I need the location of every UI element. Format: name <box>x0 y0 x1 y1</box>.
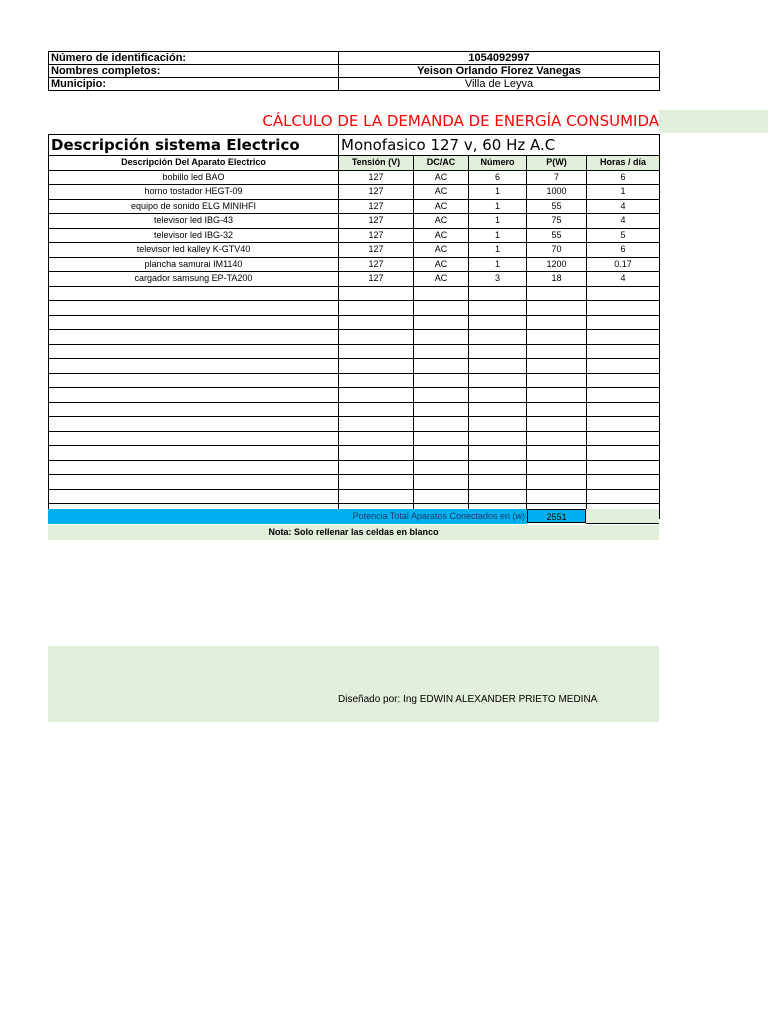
cell-power[interactable]: 75 <box>527 214 587 229</box>
cell-hours[interactable]: 4 <box>587 199 660 214</box>
empty-cell-hours[interactable] <box>587 475 660 490</box>
empty-cell-dcac[interactable] <box>414 460 469 475</box>
empty-cell-number[interactable] <box>469 373 527 388</box>
cell-power[interactable]: 18 <box>527 272 587 287</box>
empty-cell-power[interactable] <box>527 489 587 504</box>
empty-cell-dcac[interactable] <box>414 475 469 490</box>
table-row <box>49 170 660 185</box>
empty-row <box>49 315 660 330</box>
table-row <box>49 185 660 200</box>
info-row-name <box>49 65 660 78</box>
empty-cell-power[interactable] <box>527 417 587 432</box>
empty-cell-power[interactable] <box>527 446 587 461</box>
table-row <box>49 228 660 243</box>
cell-number[interactable]: 3 <box>469 272 527 287</box>
empty-cell-number[interactable] <box>469 388 527 403</box>
empty-cell-description[interactable] <box>49 446 339 461</box>
cell-power[interactable]: 55 <box>527 199 587 214</box>
table-row <box>49 257 660 272</box>
empty-row <box>49 489 660 504</box>
empty-cell-dcac[interactable] <box>414 315 469 330</box>
table-row <box>49 272 660 287</box>
cell-dcac[interactable]: AC <box>414 214 469 229</box>
cell-voltage[interactable]: 127 <box>339 243 414 258</box>
empty-row <box>49 446 660 461</box>
empty-cell-description[interactable] <box>49 301 339 316</box>
empty-row <box>49 475 660 490</box>
appliance-table <box>48 134 660 519</box>
empty-cell-hours[interactable] <box>587 344 660 359</box>
cell-voltage[interactable]: 127 <box>339 272 414 287</box>
empty-cell-number[interactable] <box>469 417 527 432</box>
empty-row <box>49 344 660 359</box>
cell-dcac[interactable]: AC <box>414 243 469 258</box>
total-value: 2551 <box>527 509 586 523</box>
empty-cell-hours[interactable] <box>587 417 660 432</box>
empty-cell-dcac[interactable] <box>414 359 469 374</box>
empty-cell-description[interactable] <box>49 330 339 345</box>
cell-number[interactable]: 1 <box>469 199 527 214</box>
header-voltage: Tensión (V) <box>339 156 414 171</box>
empty-cell-power[interactable] <box>527 315 587 330</box>
empty-cell-dcac[interactable] <box>414 489 469 504</box>
empty-cell-power[interactable] <box>527 344 587 359</box>
empty-row <box>49 301 660 316</box>
empty-cell-description[interactable] <box>49 489 339 504</box>
empty-cell-dcac[interactable] <box>414 402 469 417</box>
empty-row <box>49 359 660 374</box>
empty-cell-number[interactable] <box>469 330 527 345</box>
empty-cell-hours[interactable] <box>587 388 660 403</box>
empty-cell-number[interactable] <box>469 460 527 475</box>
system-row <box>49 135 660 156</box>
empty-cell-description[interactable] <box>49 359 339 374</box>
info-row-municipio <box>49 78 660 91</box>
cell-description[interactable]: televisor led IBG-43 <box>49 214 339 229</box>
empty-cell-dcac[interactable] <box>414 344 469 359</box>
cell-hours[interactable]: 4 <box>587 272 660 287</box>
empty-cell-dcac[interactable] <box>414 417 469 432</box>
empty-cell-power[interactable] <box>527 388 587 403</box>
empty-cell-hours[interactable] <box>587 402 660 417</box>
info-row-id <box>49 52 660 65</box>
total-label: Potencia Total Aparatos Conectados en (w) <box>352 511 525 521</box>
empty-cell-description[interactable] <box>49 417 339 432</box>
empty-cell-number[interactable] <box>469 431 527 446</box>
cell-voltage[interactable]: 127 <box>339 228 414 243</box>
empty-cell-voltage[interactable] <box>339 489 414 504</box>
cell-description[interactable]: equipo de sonido ELG MINIHFI <box>49 199 339 214</box>
empty-row <box>49 431 660 446</box>
cell-description[interactable]: horno tostador HEGT-09 <box>49 185 339 200</box>
page-title-text: CÁLCULO DE LA DEMANDA DE ENERGÍA CONSUMIDA <box>262 112 659 130</box>
empty-cell-dcac[interactable] <box>414 330 469 345</box>
table-header-row <box>49 156 660 171</box>
cell-dcac[interactable]: AC <box>414 272 469 287</box>
table-row <box>49 199 660 214</box>
total-filler <box>586 509 659 524</box>
empty-cell-hours[interactable] <box>587 489 660 504</box>
empty-cell-voltage[interactable] <box>339 431 414 446</box>
info-section <box>48 51 659 91</box>
empty-cell-hours[interactable] <box>587 301 660 316</box>
empty-cell-voltage[interactable] <box>339 388 414 403</box>
empty-cell-voltage[interactable] <box>339 286 414 301</box>
cell-voltage[interactable]: 127 <box>339 185 414 200</box>
empty-cell-description[interactable] <box>49 286 339 301</box>
table-row <box>49 243 660 258</box>
cell-hours[interactable]: 4 <box>587 214 660 229</box>
empty-cell-dcac[interactable] <box>414 286 469 301</box>
designer-credit: Diseñado por: Ing EDWIN ALEXANDER PRIETO MEDINA <box>338 694 598 705</box>
empty-cell-power[interactable] <box>527 301 587 316</box>
cell-power[interactable]: 55 <box>527 228 587 243</box>
empty-cell-power[interactable] <box>527 475 587 490</box>
empty-cell-power[interactable] <box>527 359 587 374</box>
empty-cell-number[interactable] <box>469 446 527 461</box>
header-power: P(W) <box>527 156 587 171</box>
empty-cell-voltage[interactable] <box>339 417 414 432</box>
cell-description[interactable]: cargador samsung EP-TA200 <box>49 272 339 287</box>
cell-power[interactable]: 1200 <box>527 257 587 272</box>
header-number: Número <box>469 156 527 171</box>
empty-cell-voltage[interactable] <box>339 373 414 388</box>
empty-cell-dcac[interactable] <box>414 373 469 388</box>
cell-voltage[interactable]: 127 <box>339 199 414 214</box>
empty-cell-voltage[interactable] <box>339 301 414 316</box>
empty-cell-dcac[interactable] <box>414 446 469 461</box>
empty-row <box>49 417 660 432</box>
info-table <box>48 51 660 91</box>
empty-cell-number[interactable] <box>469 301 527 316</box>
empty-cell-voltage[interactable] <box>339 475 414 490</box>
cell-voltage[interactable]: 127 <box>339 170 414 185</box>
empty-cell-description[interactable] <box>49 373 339 388</box>
empty-cell-number[interactable] <box>469 286 527 301</box>
header-dcac: DC/AC <box>414 156 469 171</box>
total-row <box>48 509 659 524</box>
cell-number[interactable]: 1 <box>469 214 527 229</box>
empty-cell-number[interactable] <box>469 489 527 504</box>
empty-cell-hours[interactable] <box>587 286 660 301</box>
empty-cell-dcac[interactable] <box>414 301 469 316</box>
empty-row <box>49 286 660 301</box>
cell-number[interactable]: 1 <box>469 228 527 243</box>
empty-cell-number[interactable] <box>469 402 527 417</box>
header-hours: Horas / día <box>587 156 660 171</box>
system-value[interactable]: Monofasico 127 v, 60 Hz A.C <box>339 135 660 156</box>
empty-cell-voltage[interactable] <box>339 344 414 359</box>
empty-cell-dcac[interactable] <box>414 431 469 446</box>
empty-cell-hours[interactable] <box>587 431 660 446</box>
empty-row <box>49 373 660 388</box>
cell-hours[interactable]: 6 <box>587 170 660 185</box>
empty-cell-description[interactable] <box>49 460 339 475</box>
cell-number[interactable]: 1 <box>469 185 527 200</box>
cell-number[interactable]: 6 <box>469 170 527 185</box>
empty-row <box>49 402 660 417</box>
cell-description[interactable]: televisor led IBG-32 <box>49 228 339 243</box>
cell-description[interactable]: bobillo led BAO <box>49 170 339 185</box>
cell-number[interactable]: 1 <box>469 243 527 258</box>
footer-band <box>48 646 659 722</box>
empty-cell-voltage[interactable] <box>339 446 414 461</box>
system-label: Descripción sistema Electrico <box>49 135 339 156</box>
empty-cell-description[interactable] <box>49 431 339 446</box>
cell-power[interactable]: 1000 <box>527 185 587 200</box>
empty-cell-voltage[interactable] <box>339 359 414 374</box>
empty-row <box>49 330 660 345</box>
municipio-label: Municipio: <box>49 78 339 91</box>
empty-cell-hours[interactable] <box>587 373 660 388</box>
cell-hours[interactable]: 6 <box>587 243 660 258</box>
empty-cell-number[interactable] <box>469 344 527 359</box>
table-row <box>49 214 660 229</box>
cell-description[interactable]: plancha samurai IM1140 <box>49 257 339 272</box>
id-label: Número de identificación: <box>49 52 339 65</box>
cell-dcac[interactable]: AC <box>414 170 469 185</box>
empty-cell-hours[interactable] <box>587 446 660 461</box>
cell-power[interactable]: 70 <box>527 243 587 258</box>
empty-cell-voltage[interactable] <box>339 460 414 475</box>
empty-cell-description[interactable] <box>49 315 339 330</box>
empty-cell-description[interactable] <box>49 475 339 490</box>
note-text: Nota: Solo rellenar las celdas en blanco <box>48 525 659 540</box>
cell-dcac[interactable]: AC <box>414 257 469 272</box>
cell-voltage[interactable]: 127 <box>339 214 414 229</box>
cell-power[interactable]: 7 <box>527 170 587 185</box>
empty-row <box>49 388 660 403</box>
cell-dcac[interactable]: AC <box>414 199 469 214</box>
empty-cell-voltage[interactable] <box>339 402 414 417</box>
empty-cell-number[interactable] <box>469 315 527 330</box>
empty-cell-power[interactable] <box>527 402 587 417</box>
empty-cell-hours[interactable] <box>587 359 660 374</box>
empty-cell-voltage[interactable] <box>339 330 414 345</box>
cell-dcac[interactable]: AC <box>414 185 469 200</box>
id-value[interactable]: 1054092997 <box>339 52 660 65</box>
empty-cell-power[interactable] <box>527 330 587 345</box>
cell-dcac[interactable]: AC <box>414 228 469 243</box>
empty-cell-hours[interactable] <box>587 460 660 475</box>
cell-hours[interactable]: 1 <box>587 185 660 200</box>
empty-cell-description[interactable] <box>49 388 339 403</box>
empty-cell-power[interactable] <box>527 460 587 475</box>
empty-cell-description[interactable] <box>49 402 339 417</box>
name-value[interactable]: Yeison Orlando Florez Vanegas <box>339 65 660 78</box>
page-title <box>48 110 659 133</box>
empty-cell-number[interactable] <box>469 359 527 374</box>
empty-cell-power[interactable] <box>527 431 587 446</box>
empty-cell-description[interactable] <box>49 344 339 359</box>
empty-cell-voltage[interactable] <box>339 315 414 330</box>
cell-number[interactable]: 1 <box>469 257 527 272</box>
empty-cell-power[interactable] <box>527 286 587 301</box>
empty-row <box>49 460 660 475</box>
name-label: Nombres completos: <box>49 65 339 78</box>
cell-hours[interactable]: 0.17 <box>587 257 660 272</box>
cell-hours[interactable]: 5 <box>587 228 660 243</box>
cell-description[interactable]: televisor led kalley K-GTV40 <box>49 243 339 258</box>
empty-cell-hours[interactable] <box>587 330 660 345</box>
empty-cell-number[interactable] <box>469 475 527 490</box>
header-description: Descripción Del Aparato Electrico <box>49 156 339 171</box>
empty-cell-power[interactable] <box>527 373 587 388</box>
empty-cell-dcac[interactable] <box>414 388 469 403</box>
empty-cell-hours[interactable] <box>587 315 660 330</box>
cell-voltage[interactable]: 127 <box>339 257 414 272</box>
municipio-value[interactable]: Villa de Leyva <box>339 78 660 91</box>
